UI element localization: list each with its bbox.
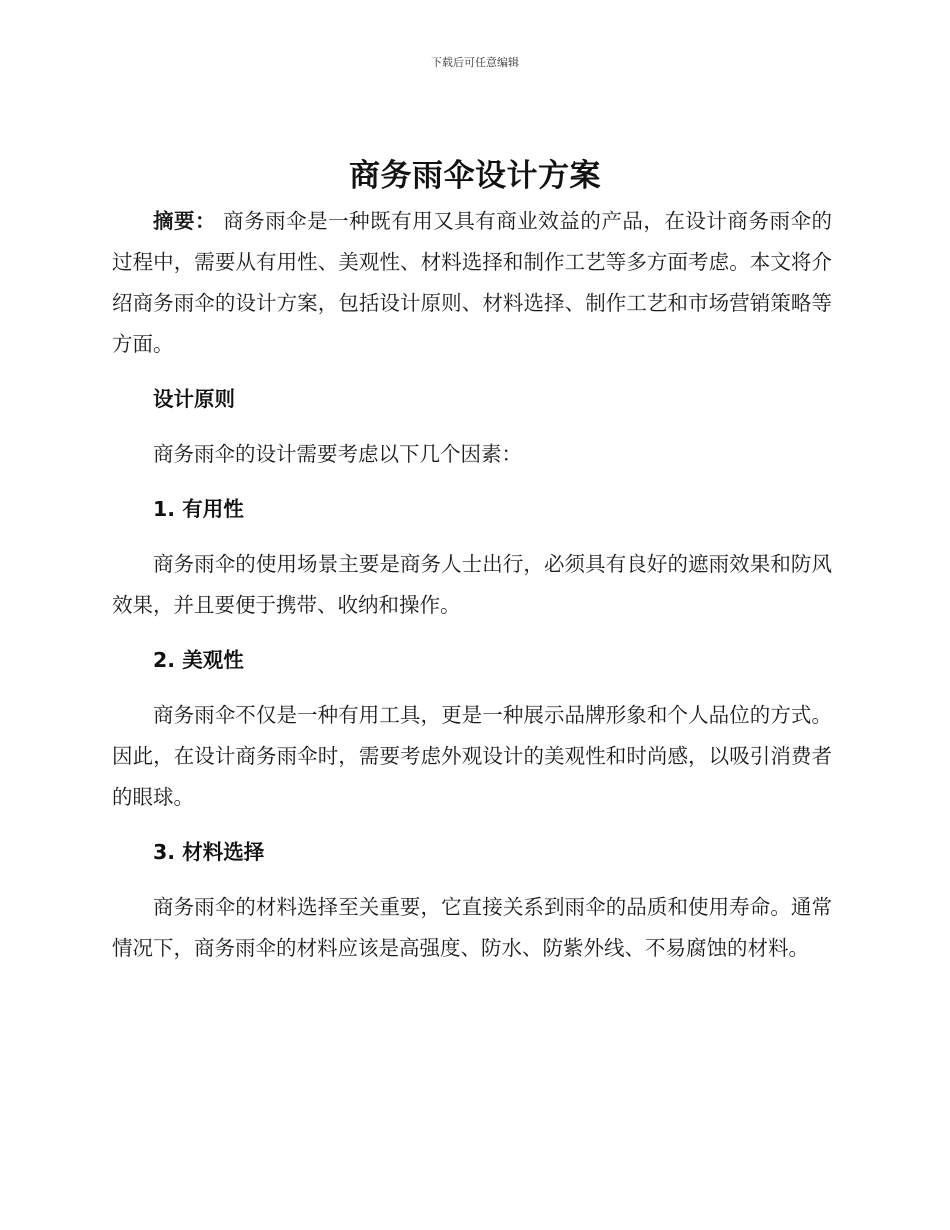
item-body-materials: 商务雨伞的材料选择至关重要，它直接关系到雨伞的品质和使用寿命。通常情况下，商务雨伞的材料应该是高强度、防水、防紫外线、不易腐蚀的材料。 <box>112 895 832 960</box>
item-heading-aesthetics: 2. 美观性 <box>153 648 244 672</box>
item-heading-materials: 3. 材料选择 <box>153 840 265 864</box>
abstract-text: 商务雨伞是一种既有用又具有商业效益的产品，在设计商务雨伞的过程中，需要从有用性、美观性、材料选择和制作工艺等多方面考虑。本文将介绍商务雨伞的设计方案，包括设计原则、材料选择、制作工艺和市场营销策略等方面。 <box>112 209 832 356</box>
intro-paragraph: 商务雨伞的设计需要考虑以下几个因素： <box>153 442 522 466</box>
item-heading-usefulness: 1. 有用性 <box>153 497 244 521</box>
document-body <box>112 201 832 969</box>
abstract-label: 摘要： <box>153 209 217 233</box>
item-body-aesthetics: 商务雨伞不仅是一种有用工具，更是一种展示品牌形象和个人品位的方式。因此，在设计商务雨伞时，需要考虑外观设计的美观性和时尚感，以吸引消费者的眼球。 <box>112 703 832 809</box>
abstract-paragraph <box>112 201 832 365</box>
page-header-note: 下载后可任意编辑 <box>431 56 519 69</box>
document-title: 商务雨伞设计方案 <box>349 158 601 194</box>
section-heading-design-principles: 设计原则 <box>153 387 235 411</box>
item-body-usefulness: 商务雨伞的使用场景主要是商务人士出行，必须具有良好的遮雨效果和防风效果，并且要便于携带、收纳和操作。 <box>112 552 832 617</box>
